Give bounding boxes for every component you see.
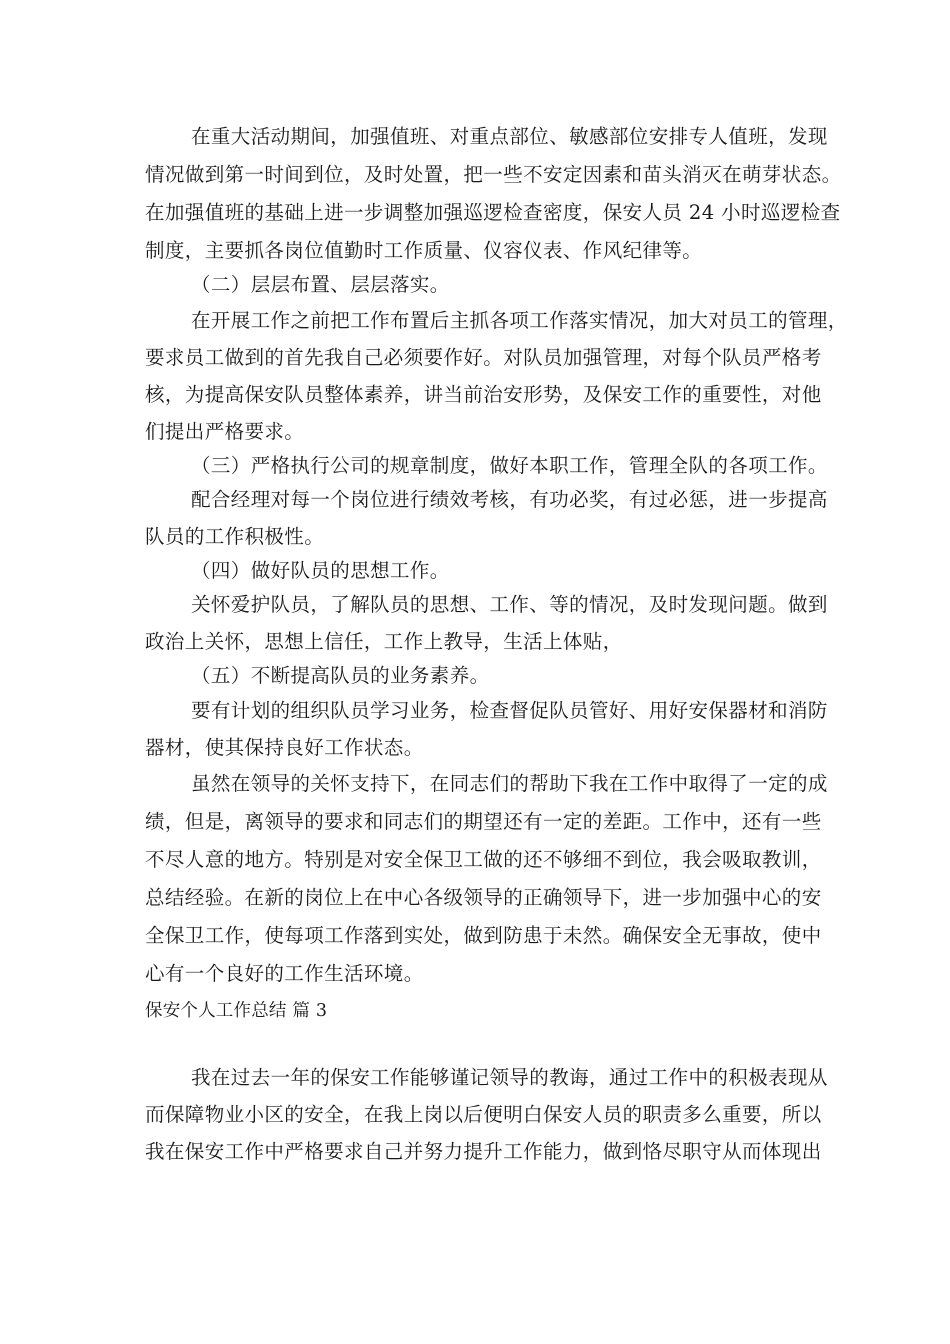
- paragraph-line: 关怀爱护队员，了解队员的思想、工作、等的情况，及时发现问题。做到: [191, 593, 828, 616]
- paragraph-line: 我在过去一年的保安工作能够谨记领导的教诲，通过工作中的积极表现从: [191, 1066, 828, 1089]
- paragraph-line: 要求员工做到的首先我自己必须要作好。对队员加强管理，对每个队员严格考: [145, 346, 822, 369]
- paragraph-line: 器材，使其保持良好工作状态。: [145, 736, 424, 759]
- paragraph-line: 队员的工作积极性。: [145, 525, 325, 548]
- paragraph-line: 在加强值班的基础上进一步调整加强巡逻检查密度，保安人员 24 小时巡逻检查: [145, 201, 841, 224]
- section-heading: （五）不断提高队员的业务素养。: [191, 664, 490, 687]
- section-heading: （四）做好队员的思想工作。: [191, 559, 450, 582]
- section-heading: （三）严格执行公司的规章制度，做好本职工作，管理全队的各项工作。: [191, 454, 828, 477]
- paragraph-line: 心有一个良好的工作生活环境。: [145, 962, 424, 985]
- paragraph-line: 情况做到第一时间到位，及时处置，把一些不安定因素和苗头消灭在萌芽状态。: [145, 163, 842, 186]
- section-title: 保安个人工作总结 篇 3: [145, 1001, 328, 1021]
- paragraph-line: 我在保安工作中严格要求自己并努力提升工作能力，做到恪尽职守从而体现出: [145, 1140, 822, 1163]
- paragraph-line: 配合经理对每一个岗位进行绩效考核，有功必奖，有过必惩，进一步提高: [191, 488, 828, 511]
- paragraph-line: 要有计划的组织队员学习业务，检查督促队员管好、用好安保器材和消防: [191, 699, 828, 722]
- paragraph-line: 虽然在领导的关怀支持下，在同志们的帮助下我在工作中取得了一定的成: [191, 772, 828, 795]
- paragraph-line: 全保卫工作，使每项工作落到实处，做到防患于未然。确保安全无事故，使中: [145, 924, 822, 947]
- section-heading: （二）层层布置、层层落实。: [191, 273, 450, 296]
- paragraph-line: 制度，主要抓各岗位值勤时工作质量、仪容仪表、作风纪律等。: [145, 239, 703, 262]
- paragraph-line: 绩，但是，离领导的要求和同志们的期望还有一定的差距。工作中，还有一些: [145, 810, 822, 833]
- paragraph-line: 在开展工作之前把工作布置后主抓各项工作落实情况，加大对员工的管理，: [191, 309, 848, 332]
- paragraph-line: 们提出严格要求。: [145, 420, 305, 443]
- paragraph-line: 不尽人意的地方。特别是对安全保卫工做的还不够细不到位，我会吸取教训，: [145, 848, 822, 871]
- paragraph-line: 总结经验。在新的岗位上在中心各级领导的正确领导下，进一步加强中心的安: [145, 886, 822, 909]
- paragraph-line: 核，为提高保安队员整体素养，讲当前治安形势，及保安工作的重要性，对他: [145, 383, 822, 406]
- paragraph-line: 政治上关怀，思想上信任，工作上教导，生活上体贴，: [145, 630, 623, 653]
- paragraph-line: 在重大活动期间，加强值班、对重点部位、敏感部位安排专人值班，发现: [191, 125, 828, 148]
- paragraph-line: 而保障物业小区的安全，在我上岗以后便明白保安人员的职责多么重要，所以: [145, 1103, 822, 1126]
